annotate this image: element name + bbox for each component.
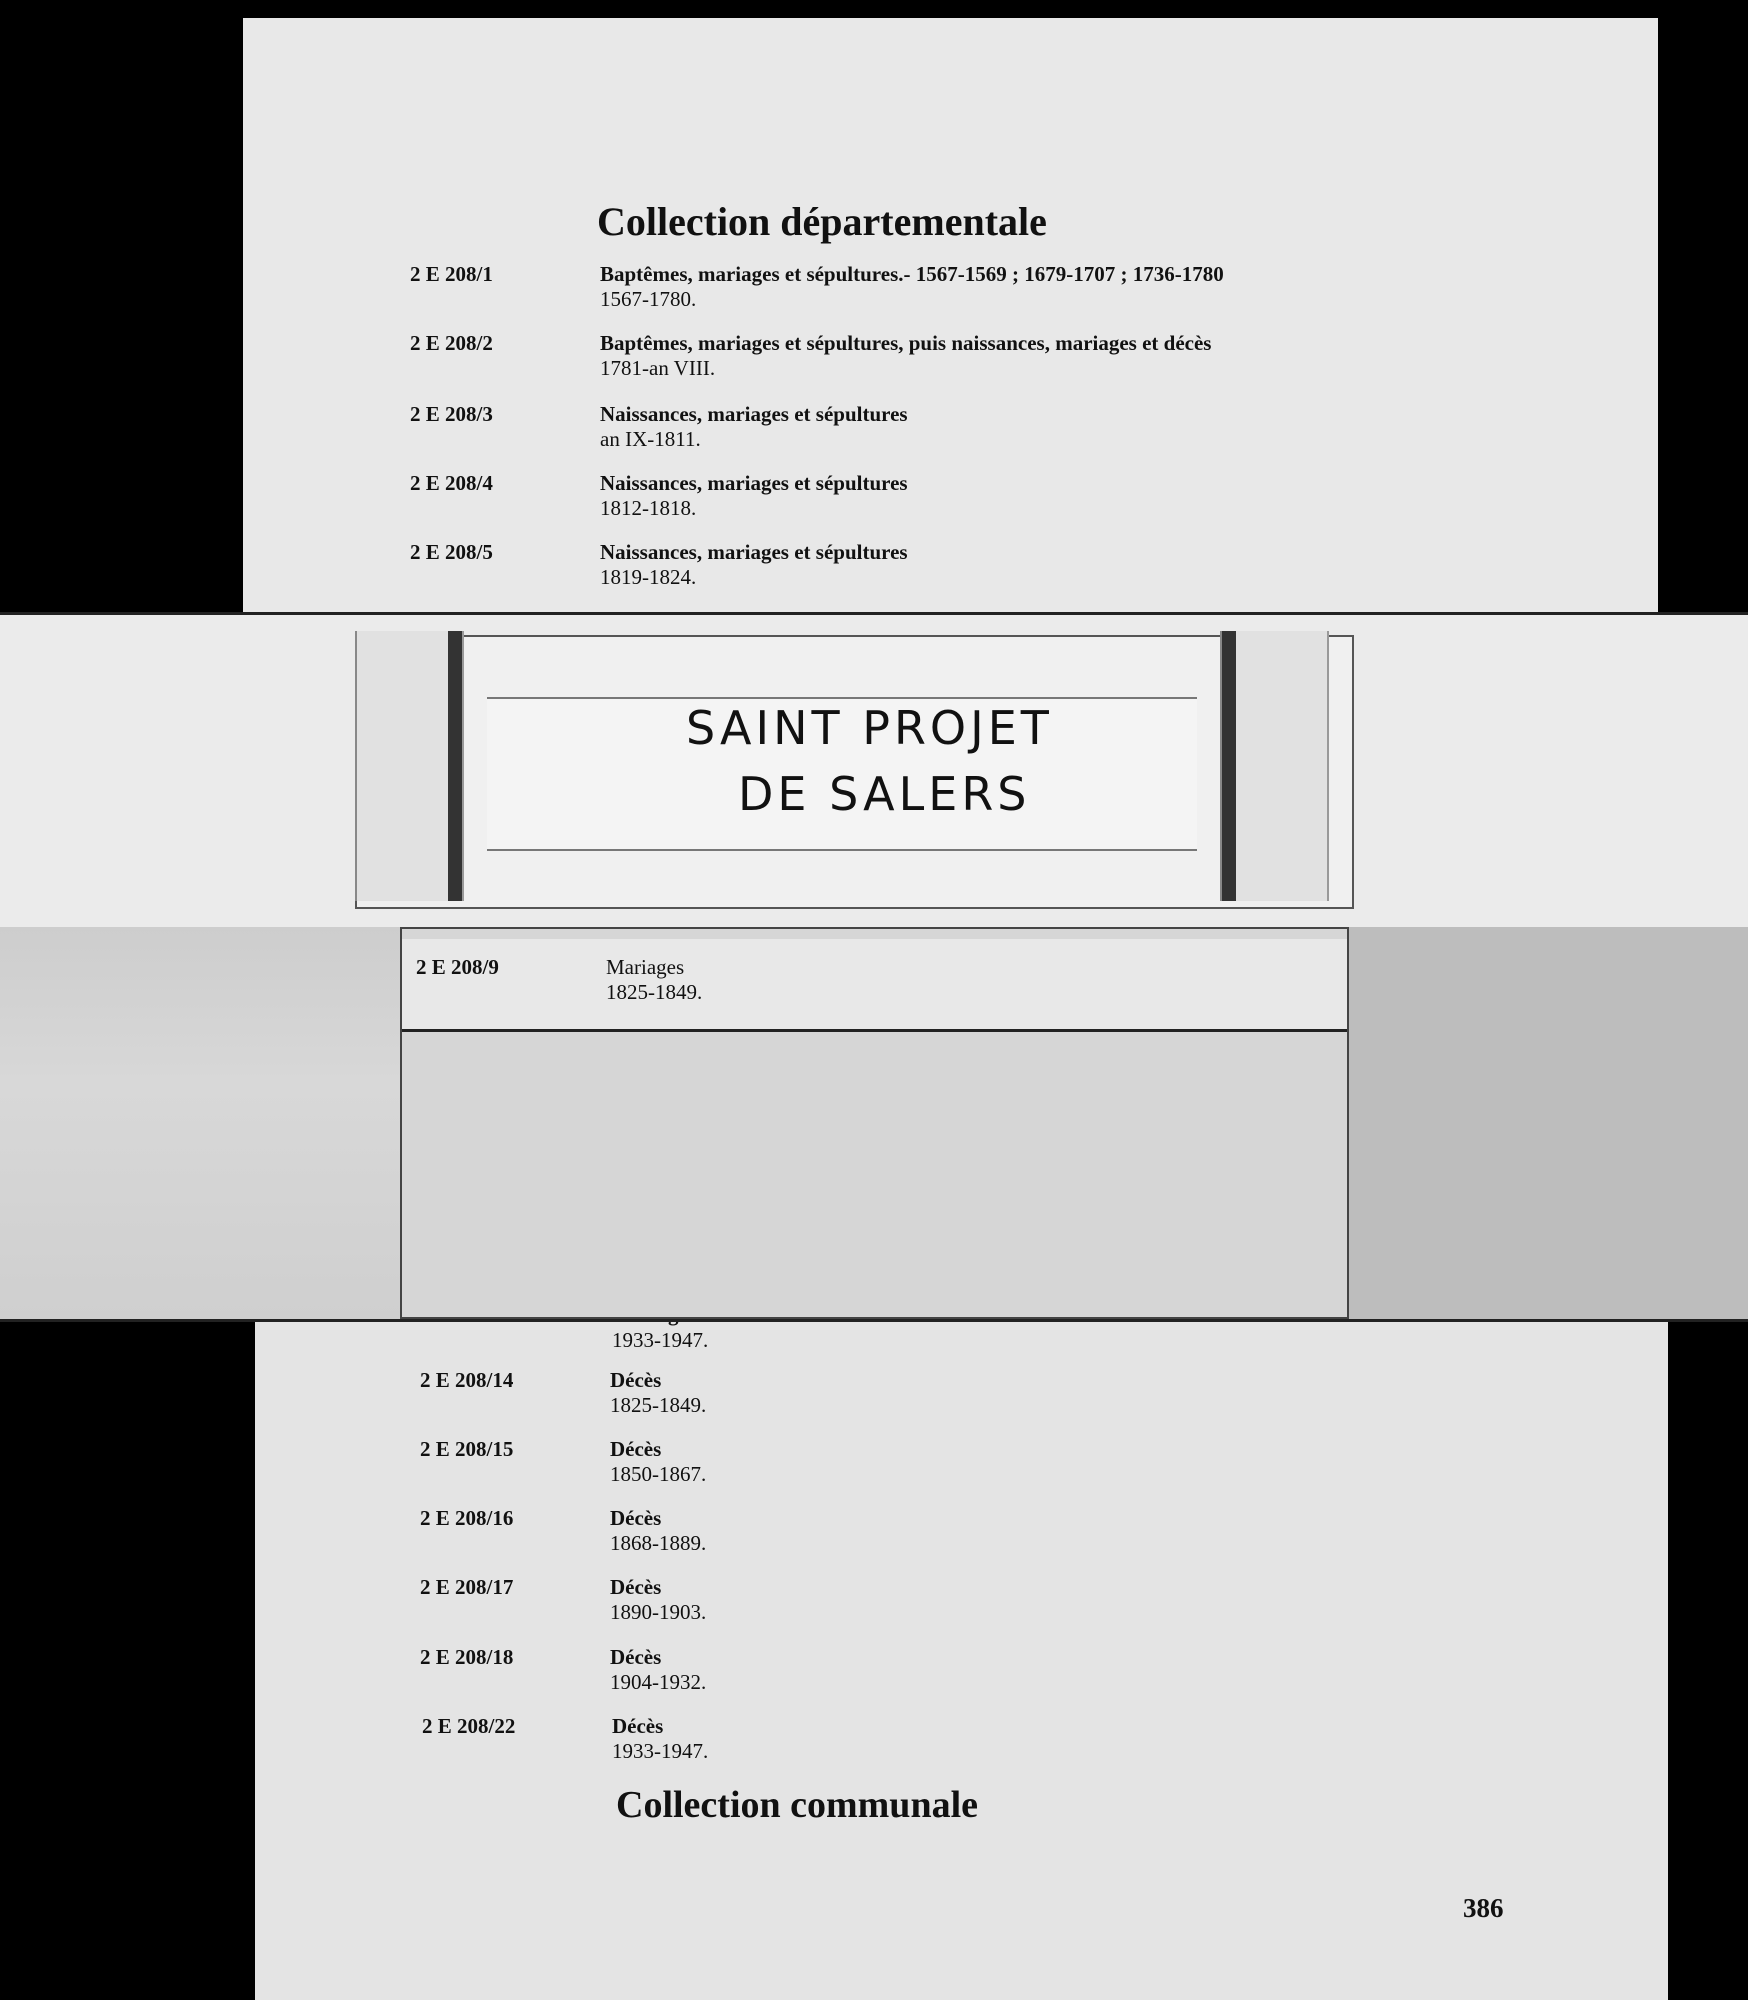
tape-strip-left (355, 631, 464, 901)
entry-row (410, 540, 1510, 604)
entry-date: an IX-1811. (600, 427, 701, 451)
entry-code: 2 E 208/2 (410, 331, 493, 355)
entry-row (420, 1575, 1520, 1639)
entry-description (612, 1714, 708, 1764)
entry-code: 2 E 208/3 (410, 402, 493, 426)
entry-date-partial: 1933-1947. (612, 1328, 709, 1352)
entry-title: Décès (610, 1437, 662, 1461)
entry-code: 2 E 208/15 (420, 1437, 514, 1461)
entry-date: 1825-1849. (606, 980, 703, 1004)
entry-code: 2 E 208/18 (420, 1645, 514, 1669)
entry-title: Baptêmes, mariages et sépultures, puis naissances, mariages et décès (600, 331, 1212, 355)
entry-date: 1825-1849. (610, 1393, 707, 1417)
entry-title: Naissances, mariages et sépultures (600, 402, 908, 426)
heading-collection-communale: Collection communale (616, 1784, 979, 1826)
entry-description (600, 262, 1224, 312)
entry-date: 1812-1818. (600, 496, 697, 520)
entry-row (422, 1714, 1522, 1778)
entry-date: 1933-1947. (612, 1739, 709, 1763)
entry-description (600, 471, 908, 521)
tape-shadow (1222, 631, 1236, 901)
entry-description (600, 402, 908, 452)
entry-description (610, 1506, 706, 1556)
entry-code: 2 E 208/22 (422, 1714, 516, 1738)
entry-row (410, 331, 1510, 395)
entry-date: 1868-1889. (610, 1531, 707, 1555)
entry-row (410, 262, 1510, 326)
entry-title: Décès (612, 1714, 664, 1738)
tape-shadow (448, 631, 462, 901)
entry-code: 2 E 208/17 (420, 1575, 514, 1599)
entry-description (610, 1437, 706, 1487)
entry-title: Baptêmes, mariages et sépultures.- 1567-1569 ; 1679-1707 ; 1736-1780 (600, 262, 1224, 286)
entry-row (410, 471, 1510, 535)
entry-code: 2 E 208/14 (420, 1368, 514, 1392)
page-number: 386 (1463, 1893, 1504, 1923)
entry-title: Naissances, mariages et sépultures (600, 540, 908, 564)
entry-row (420, 1437, 1520, 1501)
entry-date: 1904-1932. (610, 1670, 707, 1694)
label-line-1: SAINT PROJET (686, 701, 1053, 755)
entry-code: 2 E 208/5 (410, 540, 493, 564)
entry-code: 2 E 208/4 (410, 471, 493, 495)
entry-row (420, 1645, 1520, 1709)
entry-row (420, 1506, 1520, 1570)
entry-code: 2 E 208/16 (420, 1506, 514, 1530)
entry-date: 1890-1903. (610, 1600, 707, 1624)
entry-date: 1819-1824. (600, 565, 697, 589)
entry-date: 1567-1780. (600, 287, 697, 311)
entry-code: 2 E 208/9 (416, 955, 499, 979)
heading-collection-departementale: Collection départementale (597, 199, 1047, 244)
entry-row (416, 955, 1516, 1015)
entry-description (610, 1575, 706, 1625)
entry-title: Décès (610, 1368, 662, 1392)
tape-strip-right (1220, 631, 1329, 901)
entry-title: Décès (610, 1506, 662, 1530)
entry-code: 2 E 208/1 (410, 262, 493, 286)
entry-description (606, 955, 702, 1005)
entry-description (610, 1368, 706, 1418)
envelope-cover (0, 612, 1748, 1322)
entry-title: Décès (610, 1575, 662, 1599)
entry-date: 1850-1867. (610, 1462, 707, 1486)
entry-description (610, 1645, 706, 1695)
entry-date: 1781-an VIII. (600, 356, 716, 380)
entry-row (420, 1368, 1520, 1432)
entry-title: Naissances, mariages et sépultures (600, 471, 908, 495)
entry-description (600, 331, 1211, 381)
entry-description (600, 540, 908, 590)
label-line-2: DE SALERS (738, 767, 1031, 821)
entry-row (410, 402, 1510, 466)
entry-title: Décès (610, 1645, 662, 1669)
entry-title: Mariages (606, 955, 685, 979)
